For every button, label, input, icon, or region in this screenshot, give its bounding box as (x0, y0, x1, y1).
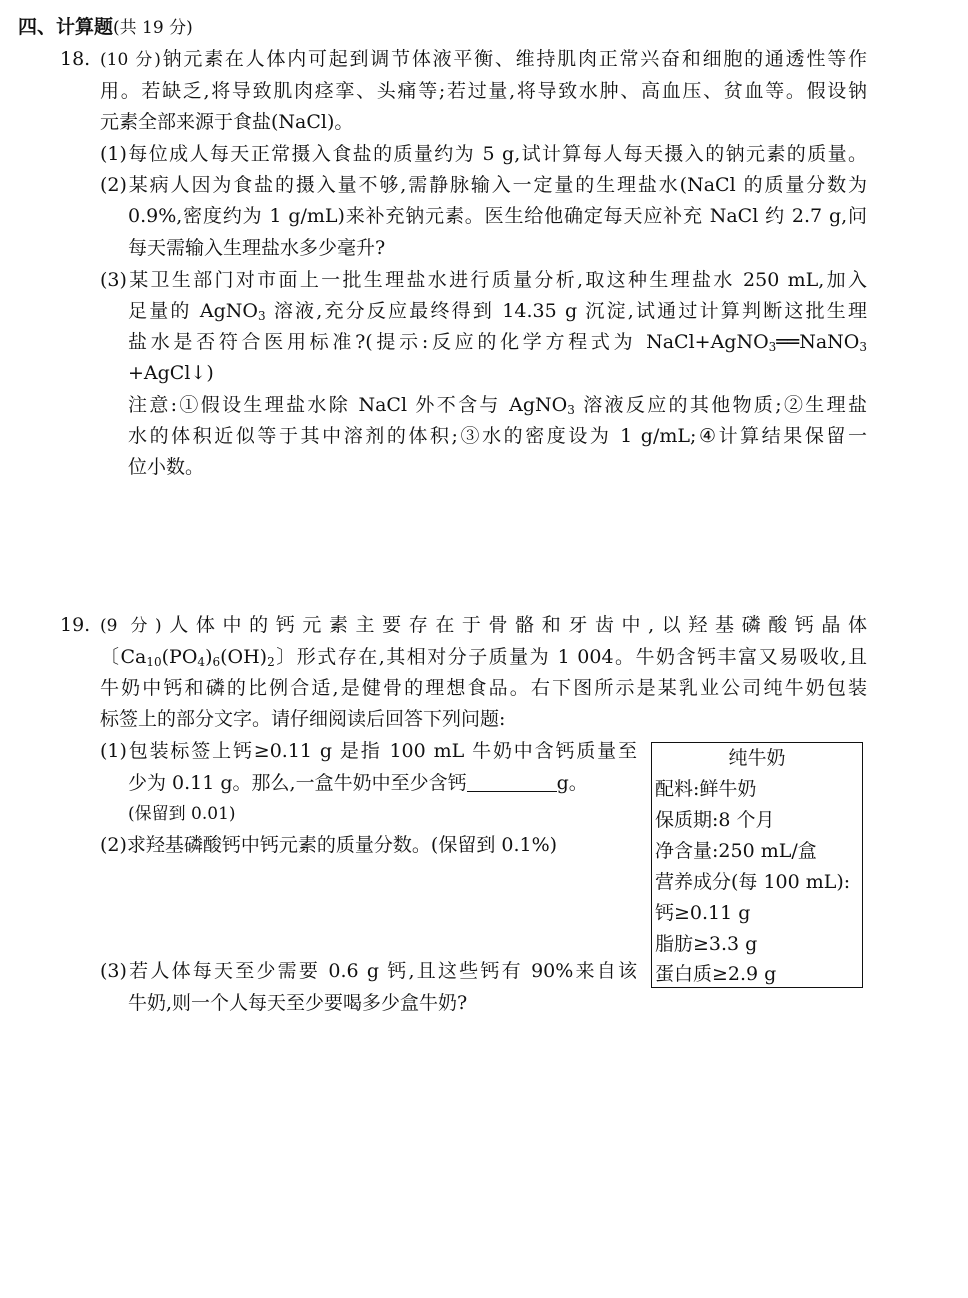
milk-label-title: 纯牛奶 (728, 747, 786, 769)
q19-stem-line-1: (9 分)人体中的钙元素主要存在于骨骼和牙齿中,以羟基磷酸钙晶体 (100, 614, 868, 636)
q19-stem-line-3: 牛奶中钙和磷的比例合适,是健骨的理想食品。右下图所示是某乳业公司纯牛奶包装 (100, 677, 867, 699)
q18-part-2-line-2: 0.9%,密度约为 1 g/mL)来补充钠元素。医生给他确定每天应补充 NaCl 约 2.7 g,问 (128, 205, 867, 227)
q18-part-3-line-2: 足量的 AgNO$_3$ 溶液,充分反应最终得到 14.35 g 沉淀,试通过计算判断这批生理 (128, 300, 867, 323)
q19-number: 19. (60, 614, 91, 636)
q18-note-line-1: 注意:①假设生理盐水除 NaCl 外不含与 AgNO$_3$ 溶液反应的其他物质;②生理盐 (128, 394, 867, 417)
reaction-arrow: ══ (776, 331, 800, 353)
q18-part-2-line-1: (2)某病人因为食盐的摄入量不够,需静脉输入一定量的生理盐水(NaCl 的质量分数为 (100, 174, 867, 196)
label-ingredients: 配料:鲜牛奶 (655, 778, 757, 800)
q18-stem-line-2: 用。若缺乏,将导致肌肉痉挛、头痛等;若过量,将导致水肿、高血压、贫血等。假设钠 (100, 80, 867, 102)
q19-part-3-line-1: (3)若人体每天至少需要 0.6 g 钙,且这些钙有 90%来自该 (100, 960, 637, 982)
q19-stem-line-2: 〔$Ca_{10}(PO_4)_6(OH)_2$〕形式存在,其相对分子质量为 1 004。牛奶含钙丰富又易吸收,且 (100, 646, 867, 669)
q18-part-1: (1)每位成人每天正常摄入食盐的质量约为 5 g,试计算每人每天摄入的钠元素的质量。 (100, 143, 867, 165)
q18-stem-line-3: 元素全部来源于食盐(NaCl)。 (100, 111, 354, 133)
section-header (18, 12, 193, 43)
label-net-content: 净含量:250 mL/盒 (655, 840, 817, 862)
q19-part-2: (2)求羟基磷酸钙中钙元素的质量分数。(保留到 0.1%) (100, 834, 558, 856)
section-title: 四、计算题 (18, 16, 114, 38)
label-nutrition-header: 营养成分(每 100 mL): (655, 871, 851, 893)
milk-label-box (651, 742, 863, 988)
q18-part-2-line-3: 每天需输入生理盐水多少毫升? (128, 237, 386, 259)
q18-note-line-3: 位小数。 (128, 456, 205, 478)
label-protein: 蛋白质≥2.9 g (655, 963, 777, 985)
q18-part-3-line-1: (3)某卫生部门对市面上一批生理盐水进行质量分析,取这种生理盐水 250 mL,加入 (100, 269, 867, 291)
section-score: (共 19 分) (113, 18, 193, 38)
q19-part-1-line-1: (1)包装标签上钙≥0.11 g 是指 100 mL 牛奶中含钙质量至 (100, 740, 637, 762)
q19-stem-line-4: 标签上的部分文字。请仔细阅读后回答下列问题: (100, 708, 506, 730)
q18-part-3-line-4: +AgCl↓) (128, 362, 214, 384)
q18-note-line-2: 水的体积近似等于其中溶剂的体积;③水的密度设为 1 g/mL;④计算结果保留一 (128, 425, 867, 447)
q18-number: 18. (60, 48, 91, 70)
label-fat: 脂肪≥3.3 g (655, 933, 758, 955)
q18-part-3-line-3: 盐水是否符合医用标准?(提示:反应的化学方程式为 NaCl+AgNO$_3$══NaNO$_3$ (128, 331, 867, 354)
q19-part-1-line-3: (保留到 0.01) (128, 804, 236, 824)
label-calcium: 钙≥0.11 g (655, 902, 751, 924)
label-shelf-life: 保质期:8 个月 (655, 809, 775, 831)
answer-blank[interactable] (467, 771, 557, 792)
q18-stem-line-1: (10 分)钠元素在人体内可起到调节体液平衡、维持肌肉正常兴奋和细胞的通透性等作 (100, 48, 867, 70)
q19-part-3-line-2: 牛奶,则一个人每天至少要喝多少盒牛奶? (128, 992, 468, 1014)
q19-part-1-line-2: 少为 0.11 g。那么,一盒牛奶中至少含钙 g。 (128, 772, 588, 794)
